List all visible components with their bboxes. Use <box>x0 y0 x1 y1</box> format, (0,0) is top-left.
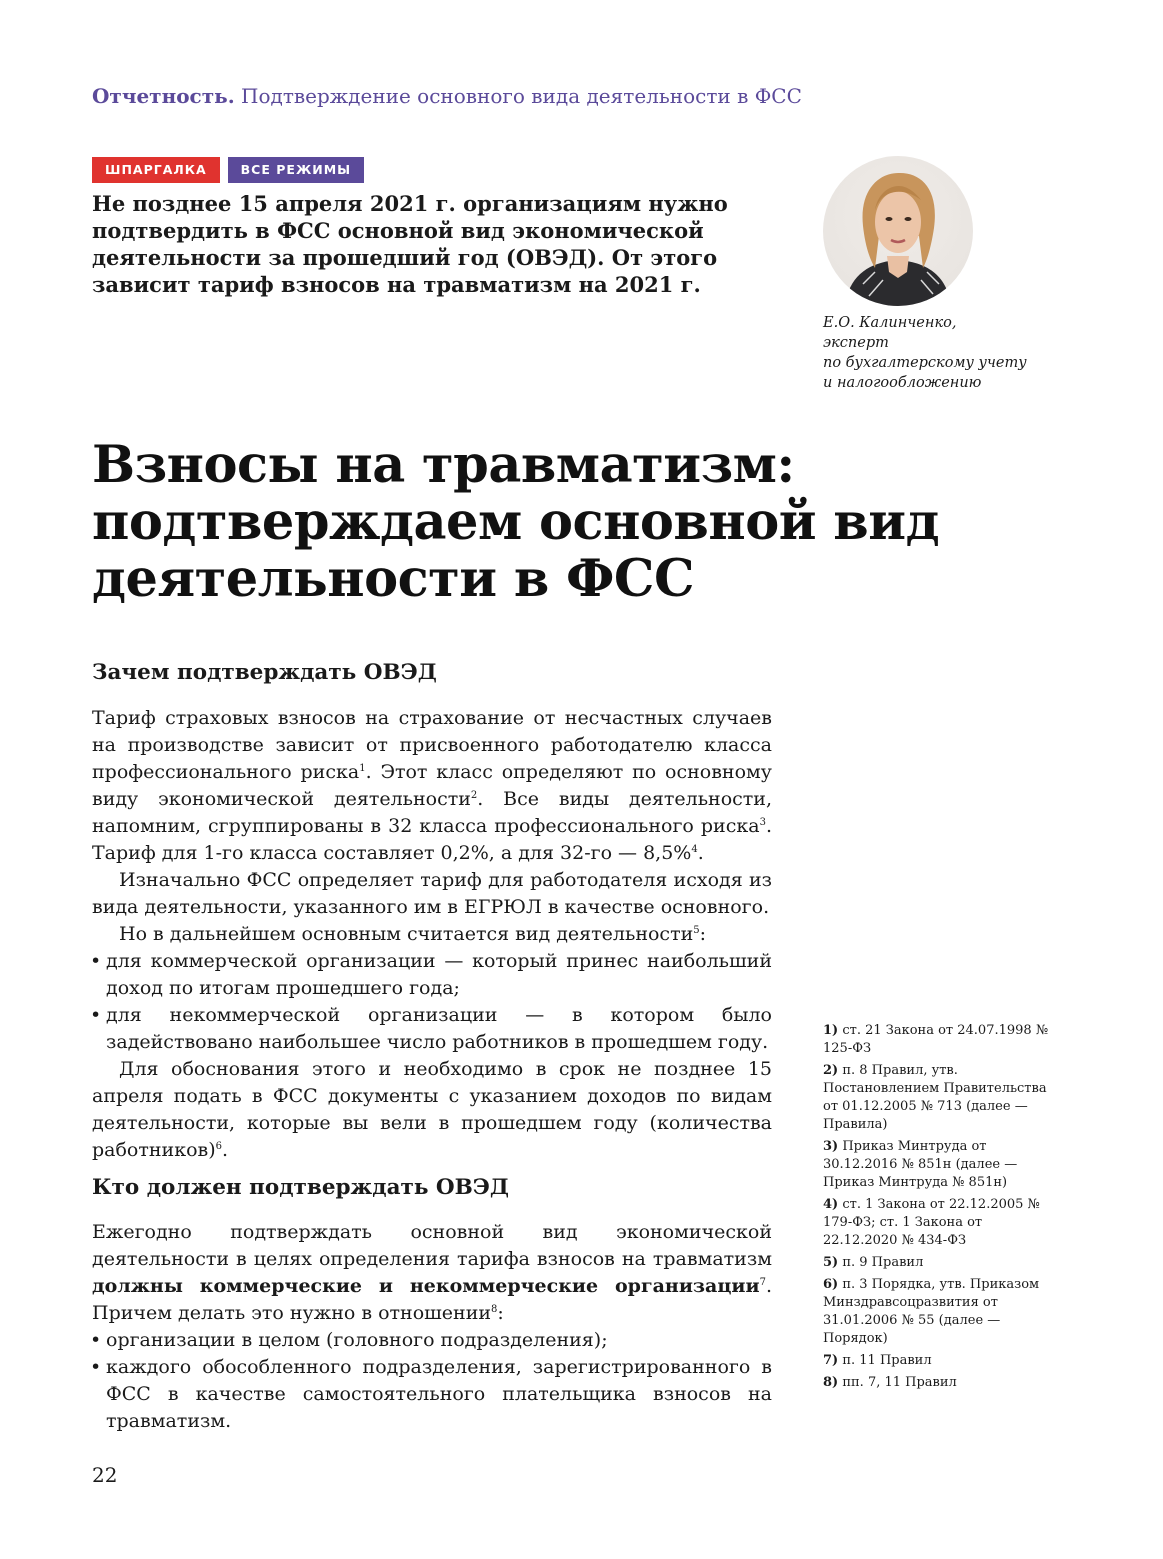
title-line: подтверждаем основной вид <box>92 492 940 552</box>
section-body-why <box>92 705 772 1164</box>
author-role-line: по бухгалтерскому учету <box>823 355 1027 371</box>
paragraph: Для обоснования этого и необходимо в срок не позднее 15 апреля подать в ФСС документы с указанием доходов по видам деятельности, которые вы вели в прошедшем году (количества работников)$^6$. <box>92 1058 772 1161</box>
footnote-number: 8) <box>823 1375 839 1390</box>
running-head-topic: Подтверждение основного вида деятельности в ФСС <box>241 84 802 108</box>
footnote-number: 2) <box>823 1063 839 1078</box>
list-item: • для коммерческой организации — который принес наибольший доход по итогам прошедшего года; <box>92 948 772 1002</box>
footnote-text: пп. 7, 11 Правил <box>842 1375 957 1390</box>
footnote-ref: 8 <box>491 1304 498 1315</box>
footnote-text: п. 3 Порядка, утв. Приказом Минздравсоцразвития от 31.01.2006 № 55 (далее — Порядок) <box>823 1277 1040 1346</box>
footnote-number: 7) <box>823 1353 839 1368</box>
footnote-text: п. 8 Правил, утв. Постановлением Правительства от 01.12.2005 № 713 (далее — Правила) <box>823 1063 1047 1132</box>
section-heading-why: Зачем подтверждать ОВЭД <box>92 660 437 685</box>
paragraph: Тариф страховых взносов на страхование от несчастных случаев на производстве зависит от присвоенного работодателю класса профессионального риска$^1$. Этот класс определяют по основному виду экономической деятельности$^2$. Все виды деятельности, напомним, сгруппированы в 32 класса профессионального риска$^3$. Тариф для 1-го класса составляет 0,2%, а для 32-го — 8,5%$^4$. <box>92 707 772 864</box>
list-item: • для некоммерческой организации — в котором было задействовано наибольшее число работников в прошедшем году. <box>92 1002 772 1056</box>
section-body-who <box>92 1219 772 1435</box>
author-photo <box>823 156 973 306</box>
author-role-line: эксперт <box>823 335 889 351</box>
footnote-number: 4) <box>823 1197 839 1212</box>
running-head-section: Отчетность. <box>92 84 235 108</box>
text: Ежегодно подтверждать основной вид экономической деятельности в целях определения тарифа взносов на травматизм <box>92 1221 772 1270</box>
footnote <box>823 1022 1053 1058</box>
footnote-number: 6) <box>823 1277 839 1292</box>
footnote-number: 5) <box>823 1255 839 1270</box>
text: . Этот класс определяют по основному виду экономической деятельности <box>92 761 772 810</box>
text: Но в дальнейшем основным считается вид деятельности <box>119 923 694 945</box>
footnotes <box>823 1022 1053 1396</box>
paragraph <box>92 1219 772 1327</box>
paragraph: Но в дальнейшем основным считается вид деятельности$^5$: <box>119 923 707 945</box>
bullet-list <box>92 1327 772 1435</box>
lead-paragraph: Не позднее 15 апреля 2021 г. организациям нужно подтвердить в ФСС основной вид экономической деятельности за прошедший год (ОВЭД). От этого зависит тариф взносов на травматизм на 2021 г. <box>92 191 728 297</box>
badge-all-regimes: ВСЕ РЕЖИМЫ <box>228 157 364 183</box>
list-item: • организации в целом (головного подразделения); <box>92 1327 772 1354</box>
badges <box>92 157 364 183</box>
paragraph: Изначально ФСС определяет тариф для работодателя исходя из вида деятельности, указанного им в ЕГРЮЛ в качестве основного. <box>92 869 772 918</box>
text: Для обоснования этого и необходимо в срок не позднее 15 апреля подать в ФСС документы с указанием доходов по видам деятельности, которые вы вели в прошедшем году (количества работников) <box>92 1058 772 1161</box>
author-name: Е.О. Калинченко, <box>823 315 957 331</box>
list-item: • каждого обособленного подразделения, зарегистрированного в ФСС в качестве самостоятельного плательщика взносов на травматизм. <box>92 1354 772 1435</box>
footnote-text: п. 11 Правил <box>842 1353 932 1368</box>
footnote <box>823 1374 1053 1392</box>
footnote-ref: 6 <box>215 1141 223 1152</box>
text: . Тариф для 1-го класса составляет 0,2%, а для 32-го — 8,5% <box>92 815 772 864</box>
footnote-text: п. 9 Правил <box>842 1255 924 1270</box>
footnote-number: 3) <box>823 1139 839 1154</box>
text: . Причем делать это нужно в отношении <box>92 1275 772 1324</box>
footnote <box>823 1138 1053 1192</box>
footnote <box>823 1254 1053 1272</box>
text: Тариф страховых взносов на страхование от несчастных случаев на производстве зависит от присвоенного работодателю класса профессионального риска <box>92 707 772 783</box>
author-portrait-icon <box>823 156 973 306</box>
footnote-text: ст. 21 Закона от 24.07.1998 № 125-ФЗ <box>823 1023 1049 1056</box>
text: : <box>497 1302 504 1324</box>
footnote <box>823 1196 1053 1250</box>
badge-cheatsheet: ШПАРГАЛКА <box>92 157 220 183</box>
footnote-text: ст. 1 Закона от 22.12.2005 № 179-ФЗ; ст. 1 Закона от 22.12.2020 № 434-ФЗ <box>823 1197 1040 1248</box>
footnote <box>823 1352 1053 1370</box>
footnote-ref: 1 <box>359 763 366 774</box>
article-title <box>92 437 992 608</box>
title-line: деятельности в ФСС <box>92 549 695 609</box>
footnote-ref: 2 <box>470 790 478 801</box>
footnote-ref: 5 <box>693 925 700 936</box>
text: . Все виды деятельности, напомним, сгруппированы в 32 класса профессионального риска <box>92 788 772 837</box>
running-head <box>92 84 802 108</box>
section-heading-who: Кто должен подтверждать ОВЭД <box>92 1175 510 1200</box>
footnote-ref: 3 <box>759 817 766 828</box>
footnote-number: 1) <box>823 1023 839 1038</box>
footnote-text: Приказ Минтруда от 30.12.2016 № 851н (далее — Приказ Минтруда № 851н) <box>823 1139 1018 1190</box>
bold-text: должны коммерческие и некоммерческие организации <box>92 1275 760 1297</box>
footnote-ref: 7 <box>759 1277 766 1288</box>
title-line: Взносы на травматизм: <box>92 435 795 495</box>
author-role-line: и налогообложению <box>823 375 982 391</box>
footnote-ref: 4 <box>691 844 698 855</box>
footnote <box>823 1062 1053 1134</box>
bullet-list <box>92 948 772 1056</box>
page-number: 22 <box>92 1463 118 1487</box>
author-caption <box>823 313 1053 393</box>
footnote <box>823 1276 1053 1348</box>
